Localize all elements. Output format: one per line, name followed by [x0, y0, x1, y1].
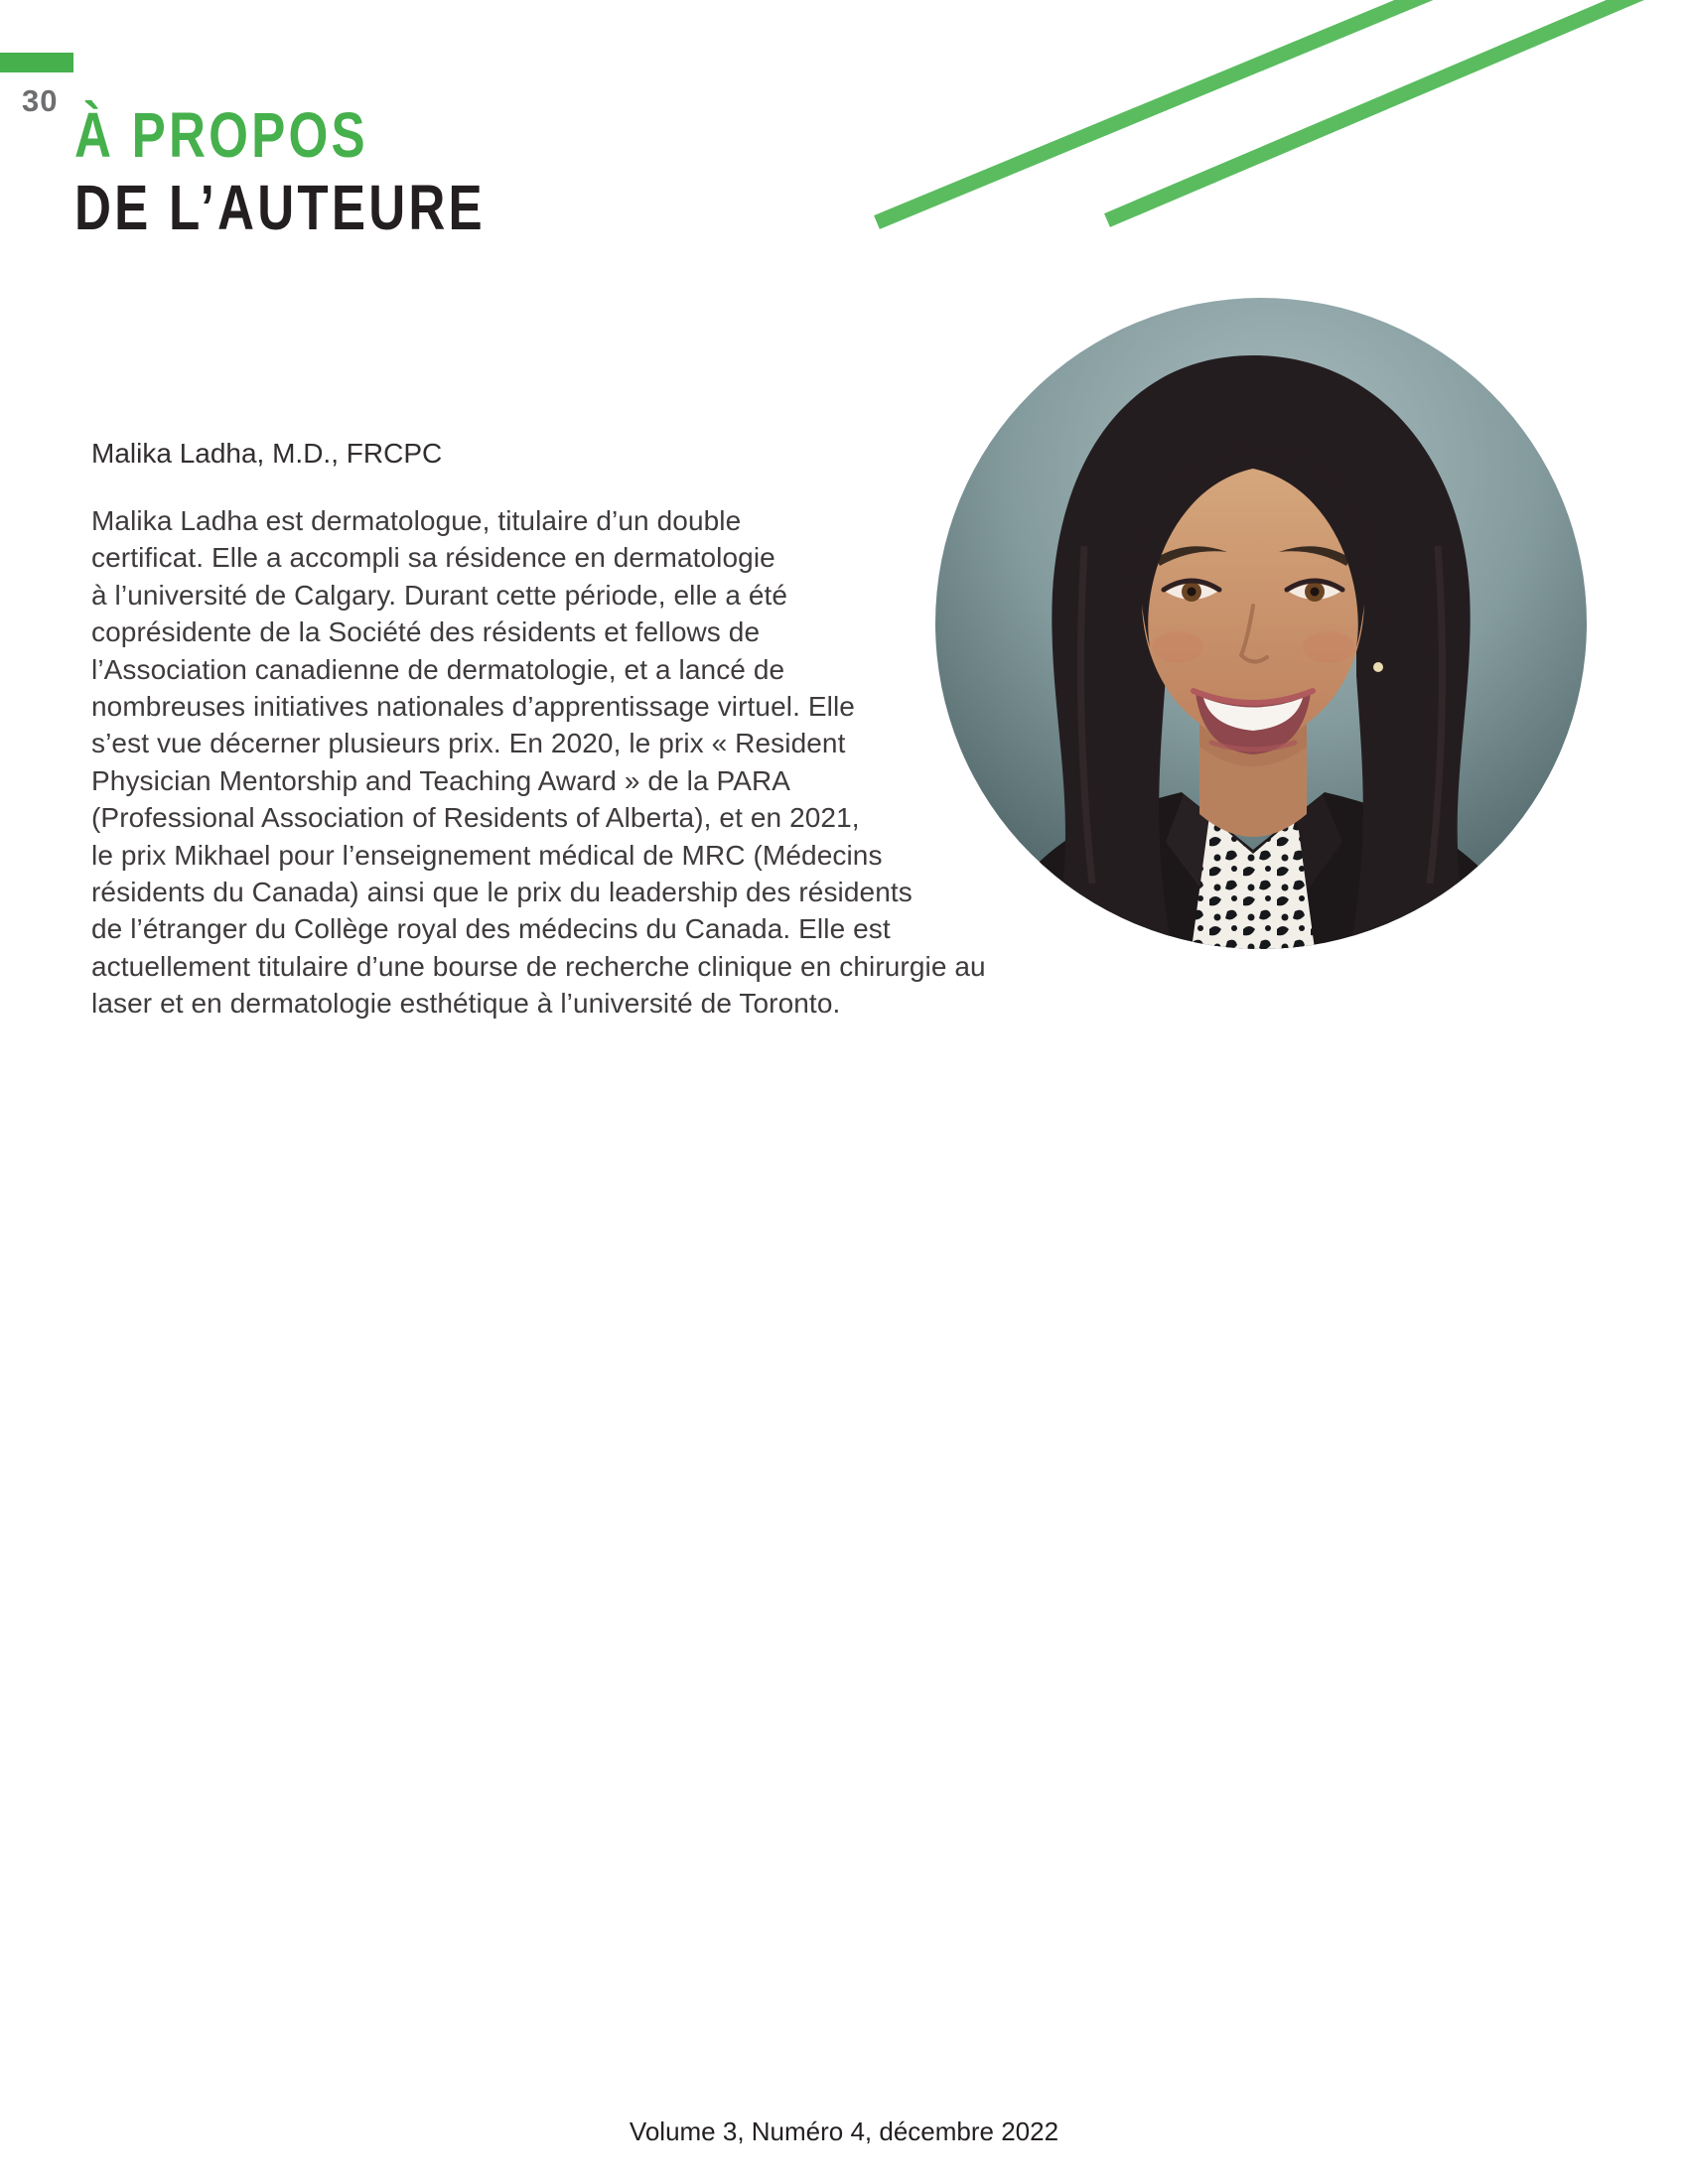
- page-number: 30: [22, 83, 59, 118]
- bio-line: laser et en dermatologie esthétique à l’université de Toronto.: [91, 988, 841, 1020]
- smile: [1194, 691, 1313, 754]
- bio-line: s’est vue décerner plusieurs prix. En 2020, le prix « Resident: [91, 728, 846, 759]
- author-bio: [91, 502, 986, 1023]
- bio-line: l’Association canadienne de dermatologie, et a lancé de: [91, 653, 785, 685]
- earring: [1373, 662, 1383, 672]
- bio-line: certificat. Elle a accompli sa résidence en dermatologie: [91, 542, 775, 574]
- green-accent-bar: [0, 53, 73, 72]
- bio-line: nombreuses initiatives nationales d’apprentissage virtuel. Elle: [91, 691, 855, 723]
- author-name: Malika Ladha, M.D., FRCPC: [91, 438, 443, 469]
- bio-line: de l’étranger du Collège royal des médecins du Canada. Elle est: [91, 913, 891, 945]
- bio-line: (Professional Association of Residents of Alberta), et en 2021,: [91, 802, 860, 834]
- diagonal-line-2: [1107, 0, 1653, 220]
- bio-line: à l’université de Calgary. Durant cette période, elle a été: [91, 579, 788, 611]
- bio-line: résidents du Canada) ainsi que le prix du leadership des résidents: [91, 877, 913, 908]
- footer-volume-info: Volume 3, Numéro 4, décembre 2022: [629, 2116, 1059, 2146]
- bio-line: Malika Ladha est dermatologue, titulaire d’un double: [91, 505, 742, 536]
- section-title-line-1: À PROPOS: [74, 99, 368, 171]
- section-title-line-2: DE L’AUTEURE: [74, 172, 486, 243]
- bio-line: coprésidente de la Société des résidents et fellows de: [91, 616, 761, 648]
- author-portrait: [935, 298, 1587, 949]
- diagonal-line-1: [877, 0, 1438, 222]
- bio-line: le prix Mikhael pour l’enseignement médical de MRC (Médecins: [91, 839, 883, 871]
- portrait-photo: [935, 298, 1587, 949]
- bio-line: Physician Mentorship and Teaching Award » de la PARA: [91, 764, 791, 796]
- bio-line: actuellement titulaire d’une bourse de recherche clinique en chirurgie au: [91, 950, 986, 982]
